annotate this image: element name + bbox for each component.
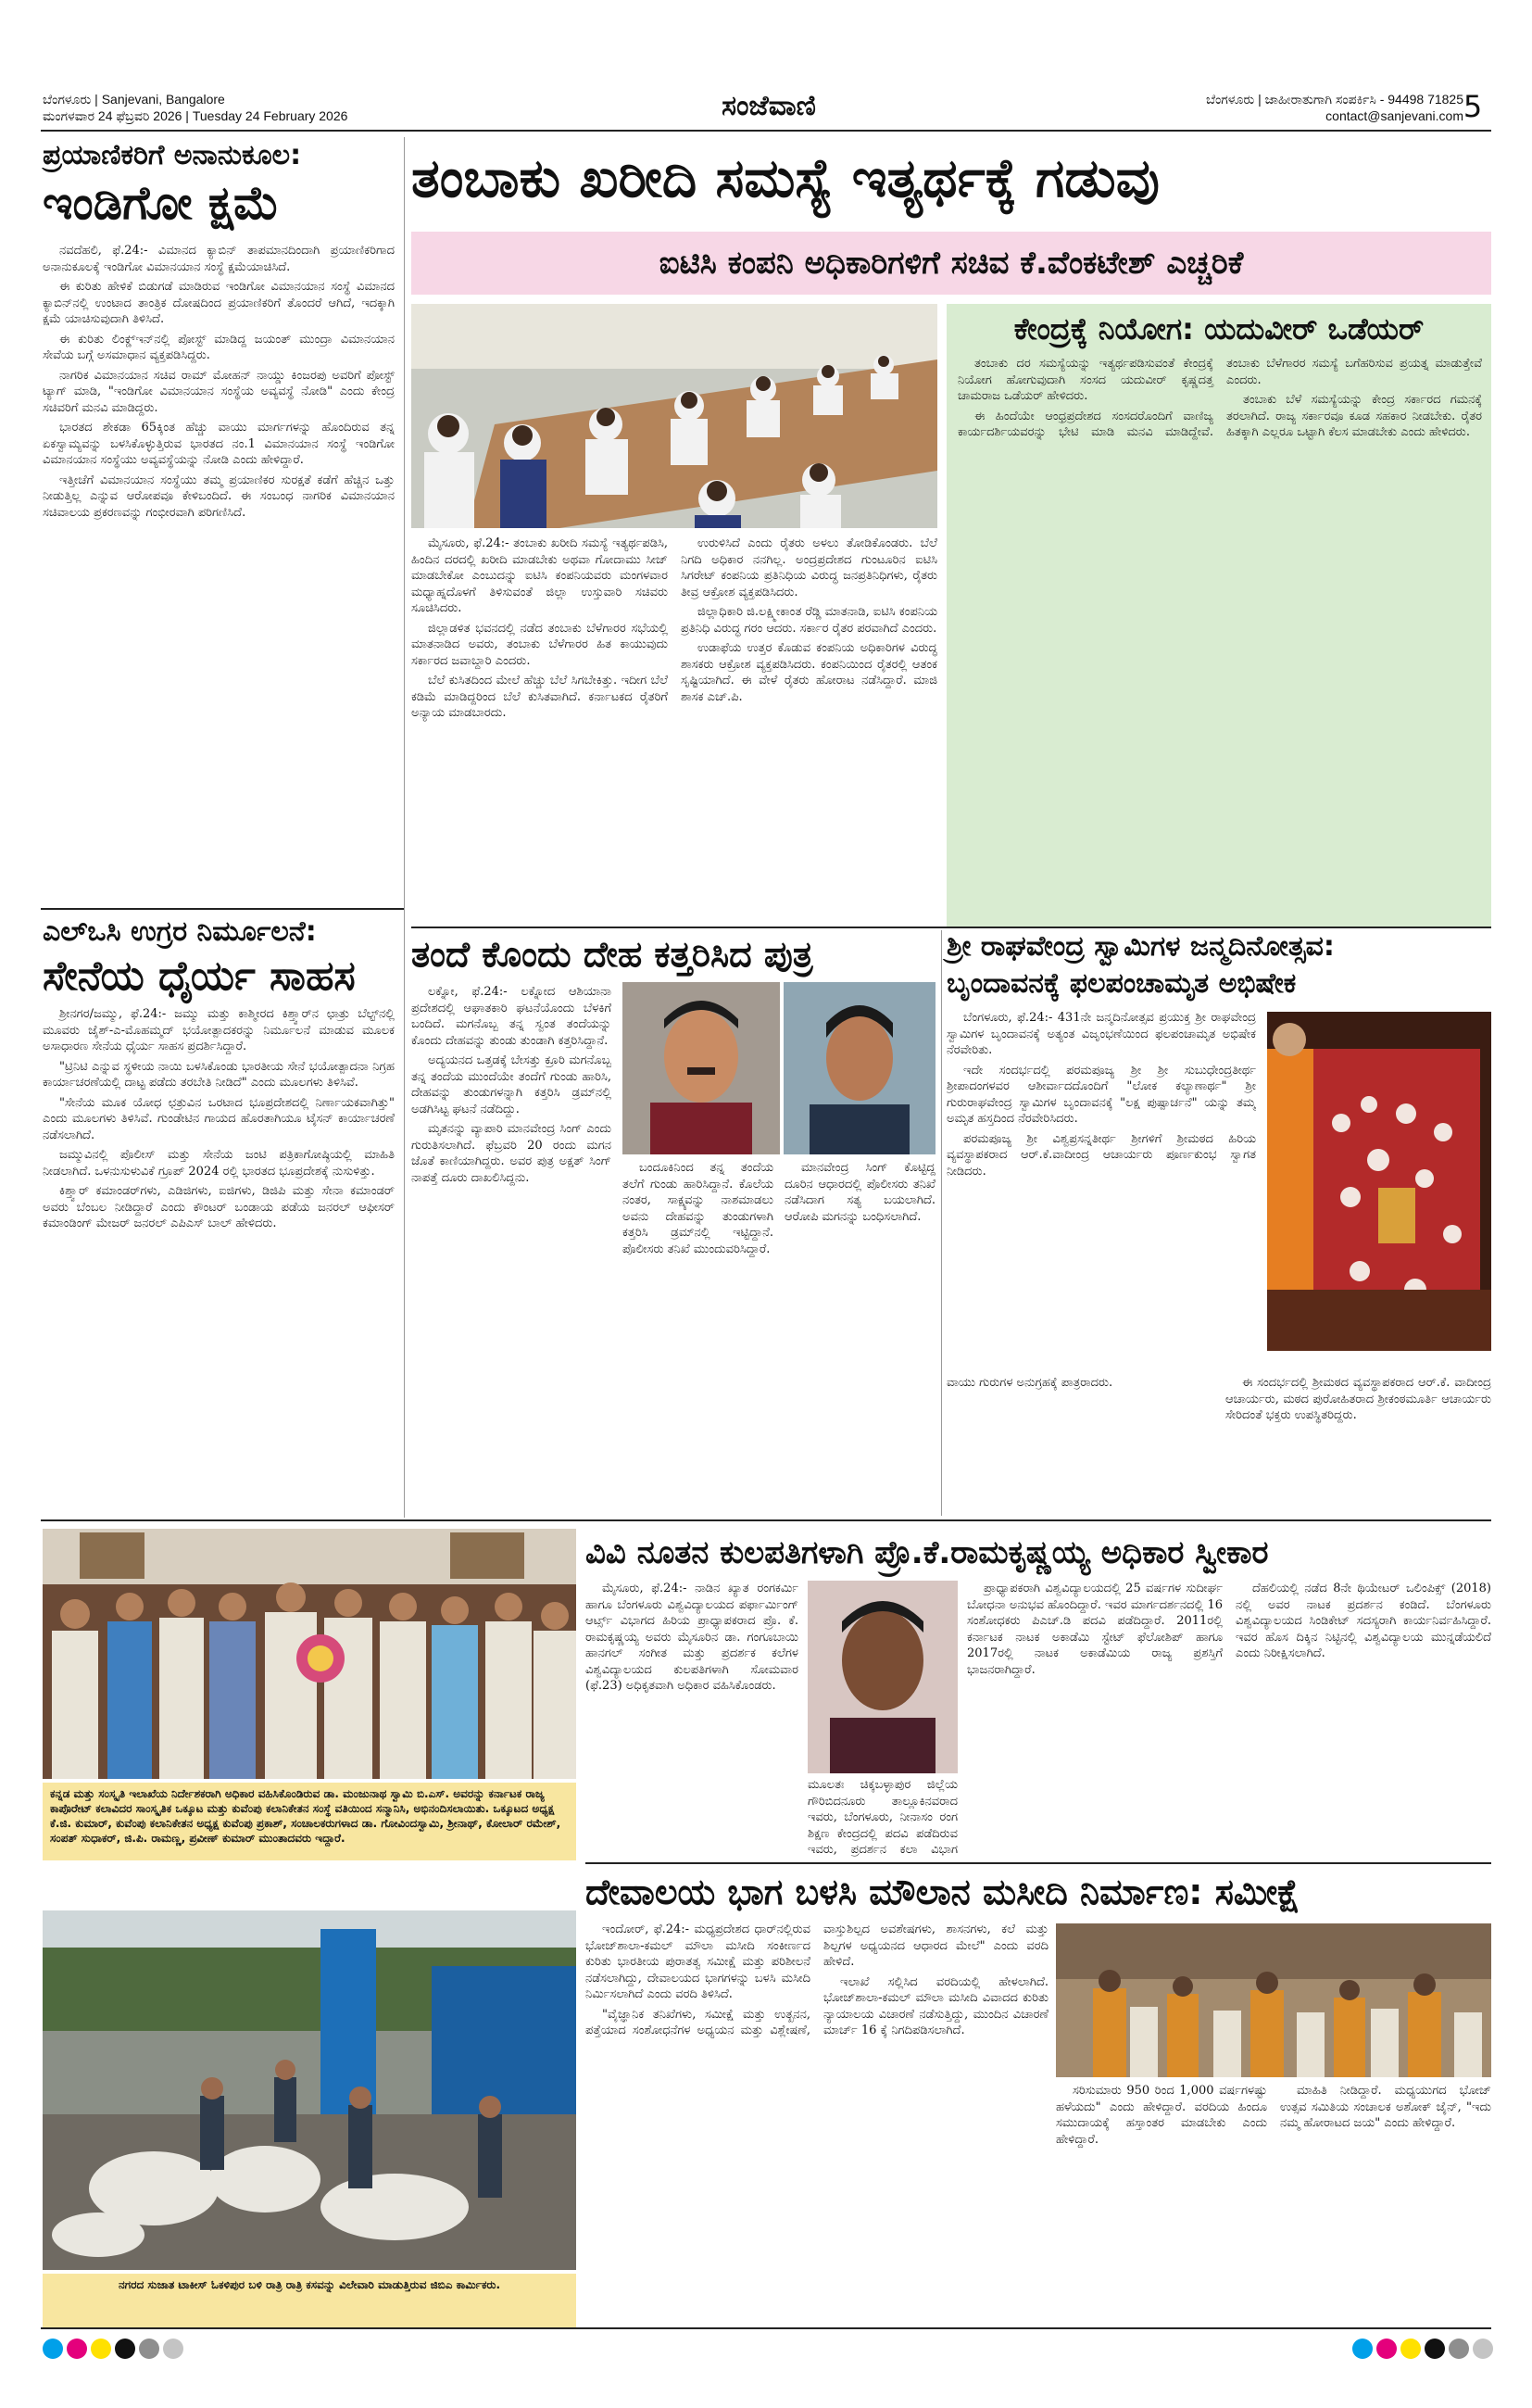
grey-swatch — [139, 2339, 159, 2359]
son-para: ಅದ್ಯಯನದ ಒತ್ತಡಕ್ಕೆ ಬೇಸತ್ತು ಕ್ರೂರಿ ಮಗನೊಬ್ಬ ತನ್ನ ತಂದೆಯ ಮುಂದೆಯೇ ತಂದೆಗೆ ಗುಂಡು ಹಾರಿಸಿ, ದೇಹವನ್ನು ತುಂಡುಗಳನ್ನಾಗಿ ಕತ್ತರಿಸಿ ಡ್ರಮ್‌ನಲ್ಲಿ ಅಡಗಿಸಿಟ್ಟ ಘಟನೆ ನಡೆದಿದ್ದು. — [411, 1053, 611, 1116]
page-number: 5 — [1463, 89, 1483, 124]
yaduveer-headline: ಕೇಂದ್ರಕ್ಕೆ ನಿಯೋಗ: ಯದುವೀರ್ ಒಡೆಯರ್ — [1013, 311, 1425, 347]
yellow-swatch — [91, 2339, 111, 2359]
vc-portrait — [808, 1581, 958, 1773]
son-para: ಬಂದೂಕಿನಿಂದ ತನ್ನ ತಂದೆಯ ತಲೆಗೆ ಗುಂಡು ಹಾರಿಸಿದ್ದಾನೆ. ಕೊಲೆಯ ನಂತರ, ಸಾಕ್ಷ್ಯವನ್ನು ನಾಶಮಾಡಲು ಅವನು ದೇಹವನ್ನು ತುಂಡುಗಳಾಗಿ ಕತ್ತರಿಸಿ ಡ್ರಮ್‌ನಲ್ಲಿ ಇಟ್ಟಿದ್ದಾನೆ. ಪೊಲೀಸರು ತನಿಖೆ ಮುಂದುವರಿಸಿದ್ದಾರೆ. — [622, 1161, 773, 1256]
lightgrey-swatch — [163, 2339, 183, 2359]
masthead-left — [43, 91, 469, 124]
masjid-body-col2 — [1056, 2083, 1491, 2326]
vc-body-col3 — [967, 1581, 1491, 1857]
loc-headline: ಸೇನೆಯ ಧೈರ್ಯ ಸಾಹಸ — [43, 952, 356, 1000]
raghavendra-headline-1: ಶ್ರೀ ರಾಘವೇಂದ್ರ ಸ್ವಾಮಿಗಳ ಜನ್ಮದಿನೋತ್ಸವ: — [947, 930, 1335, 963]
indigo-para: ನಾಗರಿಕ ವಿಮಾನಯಾನ ಸಚಿವ ರಾಮ್ ಮೋಹನ್ ನಾಯ್ಡು ಕಿಂಜರಪು ಅವರಿಗೆ ಪೋಸ್ಟ್ ಟ್ಯಾಗ್ ಮಾಡಿ, "ಇಂಡಿಗೋ ವಿಮಾನಯಾನ ಸಂಸ್ಥೆಯ ಅವ್ಯವಸ್ಥೆ ನೋಡಿ" ಎಂದು ಕೇಂದ್ರ ಸಚಿವರಿಗೆ ಮನವಿ ಮಾಡಿದ್ದರು. — [43, 368, 395, 415]
son-photo — [784, 982, 936, 1154]
meeting-photo — [411, 304, 937, 528]
tobacco-para: ಉಡಾಫೆಯ ಉತ್ತರ ಕೊಡುವ ಕಂಪನಿಯ ಅಧಿಕಾರಿಗಳ ವಿರುದ್ಧ ಶಾಸಕರು ಆಕ್ರೋಶ ವ್ಯಕ್ತಪಡಿಸಿದರು. ಕಂಪನಿಯಿಂದ ರೈತರಲ್ಲಿ ಆತಂಕ ಸೃಷ್ಟಿಯಾಗಿದೆ. ಈ ವೇಳೆ ರೈತರು ಹೋರಾಟ ನಡೆಸಿದ್ದಾರೆ. ಮಾಜಿ ಶಾಸಕ ಎಚ್.ಪಿ. — [681, 641, 937, 704]
vc-headline: ವಿವಿ ನೂತನ ಕುಲಪತಿಗಳಾಗಿ ಪ್ರೊ.ಕೆ.ರಾಮಕೃಷ್ಣಯ್ಯ ಅಧಿಕಾರ ಸ್ವೀಕಾರ — [585, 1534, 1269, 1571]
grey-swatch — [1449, 2339, 1469, 2359]
black-swatch — [1425, 2339, 1445, 2359]
brindavana-photo — [1267, 1012, 1491, 1351]
indigo-headline: ಇಂಡಿಗೋ ಕ್ಷಮೆ — [43, 176, 280, 230]
loc-para: ಜಮ್ಮುವಿನಲ್ಲಿ ಪೊಲೀಸ್ ಮತ್ತು ಸೇನೆಯ ಜಂಟಿ ಪತ್ರಿಕಾಗೋಷ್ಠಿಯಲ್ಲಿ ಮಾಹಿತಿ ನೀಡಲಾಗಿದೆ. ಒಳನುಸುಳುವಿಕೆ ಗ್ರೂಪ್ 2024 ರಲ್ಲಿ ಭಾರತದ ಭೂಪ್ರದೇಶಕ್ಕೆ ನುಸುಳಿತ್ತು. — [43, 1148, 395, 1179]
masjid-para: ಇಂದೋರ್, ಫೆ.24:- ಮಧ್ಯಪ್ರದೇಶದ ಧಾರ್‌ನಲ್ಲಿರುವ ಭೋಜ್‌ಶಾಲಾ-ಕಮಲ್ ಮೌಲಾ ಮಸೀದಿ ಸಂಕೀರ್ಣದ ಕುರಿತು ಭಾರತೀಯ ಪುರಾತತ್ವ ಸಮೀಕ್ಷೆ ಮತ್ತು ಪರಿಶೀಲನೆ ನಡೆಸಲಾಗಿದ್ದು, ದೇವಾಲಯದ ಭಾಗಗಳನ್ನು ಬಳಸಿ ಮಸೀದಿ ನಿರ್ಮಿಸಲಾಗಿದೆ ಎಂದು ವರದಿ ತಿಳಿಸಿದೆ. — [585, 1923, 810, 2001]
masjid-headline: ದೇವಾಲಯ ಭಾಗ ಬಳಸಿ ಮೌಲಾನ ಮಸೀದಿ ನಿರ್ಮಾಣ: ಸಮೀಕ್ಷೆ — [585, 1872, 1300, 1912]
lower-rule — [41, 1519, 1491, 1521]
lightgrey-swatch — [1473, 2339, 1493, 2359]
tobacco-body — [411, 536, 937, 925]
magenta-swatch — [1376, 2339, 1397, 2359]
loc-para: "ಸೇನೆಯ ಮೂಕ ಯೋಧ ಛತ್ರುವಿನ ಒರಟಾದ ಭೂಪ್ರದೇಶದಲ್ಲಿ ನಿರ್ಣಾಯಕವಾಗಿತ್ತು" ಎಂದು ಮೂಲಗಳು ತಿಳಿಸಿವೆ. ಗುಂಡೇಟಿನ ಗಾಯದ ಹೊರತಾಗಿಯೂ ಟೈಸನ್ ಕಾರ್ಯಾಚರಣೆ ನಡೆಸಲಾಗಿದೆ. — [43, 1095, 395, 1142]
masthead-contact: ಬೆಂಗಳೂರು | ಜಾಹೀರಾತುಗಾಗಿ ಸಂಪರ್ಕಿಸಿ - 94498 71825 — [1205, 92, 1463, 107]
loc-para: "ಟ್ರಿನಿಟಿ ಎನ್ನುವ ಸ್ಥಳೀಯ ನಾಯಿ ಬಳಸಿಕೊಂಡು ಭಾರತೀಯ ಸೇನೆ ಭಯೋತ್ಪಾದನಾ ನಿಗ್ರಹ ಕಾರ್ಯಾಚರಣೆಯಲ್ಲಿ ದಾಟ್ಟ ಪಡೆದು ತರಬೇತಿ ನೀಡಿದೆ" ಎಂದು ಮೂಲಗಳು ತಿಳಿಸಿವೆ. — [43, 1059, 395, 1090]
masthead-email: contact@sanjevani.com — [1325, 108, 1463, 123]
yellow-swatch — [1400, 2339, 1421, 2359]
masthead-right — [1093, 91, 1463, 124]
vc-body-col1 — [585, 1581, 798, 1859]
son-body-col1 — [411, 984, 611, 1516]
col-divider-left — [404, 137, 405, 1518]
masthead-logo: ಸಂಜೆವಾಣಿ — [722, 90, 816, 122]
raghavendra-body-col1 — [947, 1010, 1256, 1369]
loc-top-rule — [41, 908, 404, 910]
temple-crowd-photo-art — [1056, 1923, 1491, 2077]
masjid-para: ಸರಿಸುಮಾರು 950 ರಿಂದ 1,000 ವರ್ಷಗಳಷ್ಟು ಹಳೆಯದು" ಎಂದು ಹೇಳಿದ್ದಾರೆ. ವರದಿಯ ಹಿಂದೂ ಸಮುದಾಯಕ್ಕೆ ಹಸ್ತಾಂತರ ಮಾಡಬೇಕು ಎಂದು ಹೇಳಿದ್ದಾರೆ. — [1056, 2084, 1267, 2147]
garbage-photo-art — [43, 1910, 576, 2270]
raghavendra-headline-2: ಬೃಂದಾವನಕ್ಕೆ ಫಲಪಂಚಾಮೃತ ಅಭಿಷೇಕ — [947, 967, 1297, 1000]
son-photo-art — [784, 982, 936, 1154]
raghavendra-para: ಈ ಸಂದರ್ಭದಲ್ಲಿ ಶ್ರೀಮಠದ ವ್ಯವಸ್ಥಾಪಕರಾದ ಆರ್.ಕೆ. ವಾದೀಂದ್ರ ಆಚಾರ್ಯರು, ಮಠದ ಪುರೋಹಿತರಾದ ಶ್ರೀಕಂಠಮೂರ್ತಿ ಆಚಾರ್ಯರು ಸೇರಿದಂತೆ ಭಕ್ತರು ಉಪಸ್ಥಿತರಿದ್ದರು. — [1225, 1376, 1491, 1422]
son-para: ಮೃತನನ್ನು ವ್ಯಾಪಾರಿ ಮಾನವೇಂದ್ರ ಸಿಂಗ್ ಎಂದು ಗುರುತಿಸಲಾಗಿದೆ. ಫೆಬ್ರವರಿ 20 ರಂದು ಮಗನ ಜೊತೆ ಕಾಣಿಯಾಗಿದ್ದರು. ಅವರ ಪುತ್ರ ಅಕ್ಷತ್ ಸಿಂಗ್ ನಾಪತ್ತೆ ದೂರು ದಾಖಲಿಸಿದ್ದನು. — [411, 1122, 611, 1185]
masthead-location: ಬೆಂಗಳೂರು | Sanjevani, Bangalore — [43, 92, 225, 107]
yaduveer-para: ತಂಬಾಕು ದರ ಸಮಸ್ಯೆಯನ್ನು ಇತ್ಯರ್ಥಪಡಿಸುವಂತೆ ಕೇಂದ್ರಕ್ಕೆ ನಿಯೋಗ ಹೋಗುವುದಾಗಿ ಸಂಸದ ಯದುವೀರ್ ಕೃಷ್ಣದತ್ತ ಚಾಮರಾಜ ಒಡೆಯರ್ ಹೇಳಿದರು. — [958, 357, 1213, 403]
son-para: ಮಾನವೇಂದ್ರ ಸಿಂಗ್ ಕೊಟ್ಟಿದ್ದ ದೂರಿನ ಆಧಾರದಲ್ಲಿ ಪೊಲೀಸರು ತನಿಖೆ ನಡೆಸಿದಾಗ ಸತ್ಯ ಬಯಲಾಗಿದೆ. ಆರೋಪಿ ಮಗನನ್ನು ಬಂಧಿಸಲಾಗಿದೆ. — [785, 1161, 936, 1224]
yaduveer-para: ತಂಬಾಕು ಬೆಳೆ ಸಮಸ್ಯೆಯನ್ನು ಕೇಂದ್ರ ಸರ್ಕಾರದ ಗಮನಕ್ಕೆ ತರಲಾಗಿದೆ. ರಾಜ್ಯ ಸರ್ಕಾರವೂ ಕೂಡ ಸಹಕಾರ ನೀಡಬೇಕು. ರೈತರ ಹಿತಕ್ಕಾಗಿ ಎಲ್ಲರೂ ಒಟ್ಟಾಗಿ ಕೆಲಸ ಮಾಡಬೇಕು ಎಂದು ಹೇಳಿದರು. — [1226, 393, 1482, 439]
raghavendra-photo-caption: ವಾಯು ಗುರುಗಳ ಅನುಗ್ರಹಕ್ಕೆ ಪಾತ್ರರಾದರು. — [947, 1376, 1113, 1390]
father-photo-art — [622, 982, 780, 1154]
indigo-para: ಇತ್ತೀಚೆಗೆ ವಿಮಾನಯಾನ ಸಂಸ್ಥೆಯು ತಮ್ಮ ಪ್ರಯಾಣಿಕರ ಸುರಕ್ಷತೆ ಕಡೆಗೆ ಹೆಚ್ಚಿನ ಒತ್ತು ನೀಡುತ್ತಿಲ್ಲ ಎನ್ನುವ ಆರೋಪವೂ ಕೇಳಿಬಂದಿದೆ. ಈ ಸಂಬಂಧ ನಾಗರಿಕ ವಿಮಾನಯಾನ ಸಚಿವಾಲಯ ಪ್ರಕರಣವನ್ನು ಗಂಭೀರವಾಗಿ ಪರಿಗಣಿಸಿದೆ. — [43, 473, 395, 520]
son-body-col2 — [622, 1160, 936, 1516]
cyan-swatch — [43, 2339, 63, 2359]
tobacco-para: ಜಿಲ್ಲಾಡಳಿತ ಭವನದಲ್ಲಿ ನಡೆದ ತಂಬಾಕು ಬೆಳೆಗಾರರ ಸಭೆಯಲ್ಲಿ ಮಾತನಾಡಿದ ಅವರು, ತಂಬಾಕು ಬೆಳೆಗಾರರ ಹಿತ ಕಾಯುವುದು ಸರ್ಕಾರದ ಜವಾಬ್ದಾರಿ ಎಂದರು. — [411, 621, 668, 668]
garbage-photo — [43, 1910, 576, 2270]
masthead-date: ಮಂಗಳವಾರ 24 ಫೆಬ್ರವರಿ 2026 | Tuesday 24 February 2026 — [43, 108, 348, 123]
raghavendra-body-col2 — [947, 1375, 1491, 1516]
tobacco-para: ಮೈಸೂರು, ಫೆ.24:- ತಂಬಾಕು ಖರೀದಿ ಸಮಸ್ಯೆ ಇತ್ಯರ್ಥಪಡಿಸಿ, ಹಿಂದಿನ ದರದಲ್ಲಿ ಖರೀದಿ ಮಾಡಬೇಕು ಅಥವಾ ಗೋದಾಮು ಸೀಜ್ ಮಾಡಬೇಕೋ ಎಂಬುದನ್ನು ಐಟಿಸಿ ಕಂಪನಿಯವರು ಮಂಗಳವಾರ ಮಧ್ಯಾಹ್ನದೊಳಗೆ ತಿಳಿಸುವಂತೆ ಜಿಲ್ಲಾ ಉಸ್ತುವಾರಿ ಸಚಿವರು ಸೂಚಿಸಿದರು. — [411, 536, 668, 615]
masthead-rule — [41, 130, 1491, 132]
loc-body — [43, 1006, 395, 1514]
cyan-swatch — [1352, 2339, 1373, 2359]
vc-para: ಪ್ರಾಧ್ಯಾಪಕರಾಗಿ ವಿಶ್ವವಿದ್ಯಾಲಯದಲ್ಲಿ 25 ವರ್ಷಗಳ ಸುದೀರ್ಘ ಬೋಧನಾ ಅನುಭವ ಹೊಂದಿದ್ದಾರೆ. ಇವರ ಮಾರ್ಗದರ್ಶನದಲ್ಲಿ 16 ಸಂಶೋಧಕರು ಪಿಎಚ್.ಡಿ ಪದವಿ ಪಡೆದಿದ್ದಾರೆ. 2011ರಲ್ಲಿ ಕರ್ನಾಟಕ ನಾಟಕ ಅಕಾಡೆಮಿ ಸ್ಟೇಟ್ ಫೆಲೋಶಿಪ್ ಹಾಗೂ 2017ರಲ್ಲಿ ನಾಟಕ ಅಕಾಡೆಮಿಯ ರಾಜ್ಯ ಪ್ರಶಸ್ತಿಗೆ ಭಾಜನರಾಗಿದ್ದಾರೆ. — [967, 1582, 1223, 1677]
brindavana-photo-art — [1267, 1012, 1491, 1351]
tobacco-para: ಬೆಲೆ ಕುಸಿತದಿಂದ ಮೇಲೆ ಹೆಚ್ಚು ಬೆಲೆ ಸಿಗಬೇಕಿತ್ತು. ಇದೀಗ ಬೆಲೆ ಕಡಿಮೆ ಮಾಡಿದ್ದರಿಂದ ಬೆಲೆ ಕುಸಿತವಾಗಿದೆ. ಕರ್ನಾಟಕದ ರೈತರಿಗೆ ಅನ್ಯಾಯ ಮಾಡಬಾರದು. — [411, 674, 668, 720]
felicitation-photo — [43, 1529, 576, 1779]
vc-para: ಮೈಸೂರು, ಫೆ.24:- ನಾಡಿನ ಖ್ಯಾತ ರಂಗಕರ್ಮಿ ಹಾಗೂ ಬೆಂಗಳೂರು ವಿಶ್ವವಿದ್ಯಾಲಯದ ಪರ್ಫಾರ್ಮಿಂಗ್ ಆರ್ಟ್ಸ್ ವಿಭಾಗದ ಹಿರಿಯ ಪ್ರಾಧ್ಯಾಪಕರಾದ ಪ್ರೊ. ಕೆ. ರಾಮಕೃಷ್ಣಯ್ಯ ಅವರು ಮೈಸೂರಿನ ಡಾ. ಗಂಗೂಬಾಯಿ ಹಾನಗಲ್ ಸಂಗೀತ ಮತ್ತು ಪ್ರದರ್ಶಕ ಕಲೆಗಳ ವಿಶ್ವವಿದ್ಯಾಲಯದ ಕುಲಪತಿಗಳಾಗಿ ಸೋಮವಾರ (ಫೆ.23) ಅಧಿಕೃತವಾಗಿ ಅಧಿಕಾರ ವಹಿಸಿಕೊಂಡರು. — [585, 1582, 798, 1693]
father-photo — [622, 982, 780, 1154]
indigo-body — [43, 243, 395, 902]
felicitation-caption: ಕನ್ನಡ ಮತ್ತು ಸಂಸ್ಕೃತಿ ಇಲಾಖೆಯ ನಿರ್ದೇಶಕರಾಗಿ ಅಧಿಕಾರ ವಹಿಸಿಕೊಂಡಿರುವ ಡಾ. ಮಂಜುನಾಥ ಸ್ವಾಮಿ ಬಿ.ಎಸ್. ಅವರನ್ನು ಕರ್ನಾಟಕ ರಾಜ್ಯ ಕಾಪೊರೇಟ್ ಕಲಾವಿದರ ಸಾಂಸ್ಕೃತಿಕ ಒಕ್ಕೂಟ ಮತ್ತು ಕುವೆಂಪು ಕಲಾನಿಕೇತನ ಸಂಸ್ಥೆ ವತಿಯಿಂದ ಸನ್ಮಾನಿಸಿ, ಅಭಿನಂದಿಸಲಾಯಿತು. ಒಕ್ಕೂಟದ ಅಧ್ಯಕ್ಷ ಕೆ.ಜಿ. ಕುಮಾರ್, ಕುವೆಂಪು ಕಲಾನಿಕೇತನ ಅಧ್ಯಕ್ಷ ಕುವೆಂಪು ಪ್ರಕಾಶ್, ಸಂಚಾಲಕರುಗಳಾದ ಡಾ. ಗೋವಿಂದಸ್ವಾಮಿ, ಶ್ರೀನಾಥ್, ಕೋಲಾರ್ ರಮೇಶ್, ಸಂಪತ್ ಸುಧಾಕರ್, ಜಿ.ಪಿ. ರಾಮಣ್ಣ, ಪ್ರವೀಣ್ ಕುಮಾರ್ ಮುಂತಾದವರು ಇದ್ದಾರೆ. — [43, 1783, 576, 1860]
temple-crowd-photo — [1056, 1923, 1491, 2077]
loc-para: ಕಿಶ್ತ್ವಾರ್ ಕಮಾಂಡರ್‌ಗಳು, ಎಡಿಜಿಗಳು, ಐಜಿಗಳು, ಡಿಜಿಪಿ ಮತ್ತು ಸೇನಾ ಕಮಾಂಡರ್ ಅವರು ಬೆಂಬಲ ನೀಡಿದ್ದಾರೆ ಎಂದು ಕೌಂಟರ್ ಬಂಡಾಯ ಪಡೆಯ ಜನರಲ್ ಆಫೀಸರ್ ಕಮಾಂಡಿಂಗ್ ಮೇಜರ್ ಜನರಲ್ ಎಪಿಎಸ್ ಬಾಲ್ ಹೇಳಿದರು. — [43, 1184, 395, 1230]
col-divider-mid — [941, 930, 942, 1516]
tobacco-para: ಜಿಲ್ಲಾಧಿಕಾರಿ ಜಿ.ಲಕ್ಷ್ಮೀಕಾಂತ ರೆಡ್ಡಿ ಮಾತನಾಡಿ, ಐಟಿಸಿ ಕಂಪನಿಯ ಪ್ರತಿನಿಧಿ ವಿರುದ್ಧ ಗರಂ ಆದರು. ಸರ್ಕಾರ ರೈತರ ಪರವಾಗಿದೆ ಎಂದರು. — [681, 605, 937, 636]
indigo-para: ನವದೆಹಲಿ, ಫೆ.24:- ವಿಮಾನದ ಕ್ಯಾಬಿನ್ ತಾಪಮಾನದಿಂದಾಗಿ ಪ್ರಯಾಣಿಕರಿಗಾದ ಅನಾನುಕೂಲಕ್ಕೆ ಇಂಡಿಗೋ ವಿಮಾನಯಾನ ಸಂಸ್ಥೆ ಕ್ಷಮೆಯಾಚಿಸಿದೆ. — [43, 244, 395, 274]
meeting-photo-art — [411, 304, 937, 528]
masjid-para: ಇಲಾಖೆ ಸಲ್ಲಿಸಿದ ವರದಿಯಲ್ಲಿ ಹೇಳಲಾಗಿದೆ. ಭೋಜ್‌ಶಾಲಾ-ಕಮಲ್ ಮೌಲಾ ಮಸೀದಿ ವಿವಾದದ ಕುರಿತು ನ್ಯಾಯಾಲಯ ವಿಚಾರಣೆ ನಡೆಸುತ್ತಿದ್ದು, ಮುಂದಿನ ವಿಚಾರಣೆ ಮಾರ್ಚ್ 16 ಕ್ಕೆ ನಿಗದಿಪಡಿಸಲಾಗಿದೆ. — [823, 1974, 1049, 2037]
garbage-caption: ನಗರದ ಸುಜಾತ ಟಾಕೀಸ್ ಓಕಳಿಪುರ ಬಳಿ ರಾತ್ರಿ ರಾತ್ರಿ ಕಸವನ್ನು ವಿಲೇವಾರಿ ಮಾಡುತ್ತಿರುವ ಜಿಬಿಎ ಕಾರ್ಮಿಕರು. — [43, 2274, 576, 2327]
son-headline: ತಂದೆ ಕೊಂದು ದೇಹ ಕತ್ತರಿಸಿದ ಪುತ್ರ — [411, 934, 813, 975]
vc-body-col2 — [808, 1777, 958, 1857]
color-bar-left — [43, 2339, 209, 2366]
yaduveer-body — [958, 356, 1482, 919]
indigo-para: ಈ ಕುರಿತು ಹೇಳಿಕೆ ಬಿಡುಗಡೆ ಮಾಡಿರುವ ಇಂಡಿಗೋ ವಿಮಾನಯಾನ ಸಂಸ್ಥೆ ವಿಮಾನದ ಕ್ಯಾಬಿನ್‌ನಲ್ಲಿ ಉಂಟಾದ ತಾಂತ್ರಿಕ ದೋಷದಿಂದ ಪ್ರಯಾಣಿಕರಿಗೆ ತೊಂದರೆ ಆಗಿದೆ, ಇದಕ್ಕಾಗಿ ಕ್ಷಮೆ ಯಾಚಿಸುವುದಾಗಿ ತಿಳಿಸಿದೆ. — [43, 280, 395, 326]
raghavendra-para: ಪರಮಪೂಜ್ಯ ಶ್ರೀ ವಿಶ್ವಪ್ರಸನ್ನತೀರ್ಥ ಶ್ರೀಗಳಿಗೆ ಶ್ರೀಮಠದ ಹಿರಿಯ ವ್ಯವಸ್ಥಾಪಕರಾದ ಆರ್.ಕೆ.ವಾದೀಂದ್ರ ಆಚಾರ್ಯರು ಪೂರ್ಣಕುಂಭ ಸ್ವಾಗತ ನೀಡಿದರು. — [947, 1131, 1256, 1179]
magenta-swatch — [67, 2339, 87, 2359]
masjid-para: ಮಾಹಿತಿ ನೀಡಿದ್ದಾರೆ. ಮಧ್ಯಯುಗದ ಭೋಜ್ ಉತ್ಸವ ಸಮಿತಿಯ ಸಂಚಾಲಕ ಅಶೋಕ್ ಜೈನ್, "ಇದು ನಮ್ಮ ಹೋರಾಟದ ಜಯ" ಎಂದು ಹೇಳಿದ್ದಾರೆ. — [1280, 2084, 1491, 2130]
loc-para: ಶ್ರೀನಗರ/ಜಮ್ಮು, ಫೆ.24:- ಜಮ್ಮು ಮತ್ತು ಕಾಶ್ಮೀರದ ಕಿಶ್ತ್ವಾರ್‌ನ ಛಾತ್ರು ಬೆಲ್ಟ್‌ನಲ್ಲಿ ಮೂವರು ಜೈಶ್-ಎ-ಮೊಹಮ್ಮದ್ ಭಯೋತ್ಪಾದಕರನ್ನು ನಿರ್ಮೂಲನೆ ಮಾಡುವ ಮೂಲಕ ಅಸಾಧಾರಣ ಸೇನೆಯ ಧೈರ್ಯ ಸಾಹಸ ಪ್ರದರ್ಶಿಸಿದ್ದಾರೆ. — [43, 1007, 395, 1053]
vc-para: ದೆಹಲಿಯಲ್ಲಿ ನಡೆದ 8ನೇ ಥಿಯೇಟರ್ ಒಲಿಂಪಿಕ್ಸ್ (2018) ನಲ್ಲಿ ಅವರ ನಾಟಕ ಪ್ರದರ್ಶನ ಕಂಡಿದೆ. ಬೆಂಗಳೂರು ವಿಶ್ವವಿದ್ಯಾಲಯದ ಸಿಂಡಿಕೇಟ್ ಸದಸ್ಯರಾಗಿ ಕಾರ್ಯನಿರ್ವಹಿಸಿದ್ದಾರೆ. ಇವರ ಹೊಸ ದಿಕ್ಕಿನ ನಿಟ್ಟಿನಲ್ಲಿ ವಿಶ್ವವಿದ್ಯಾಲಯ ಮುನ್ನಡೆಯಲಿದೆ ಎಂದು ನಿರೀಕ್ಷಿಸಲಾಗಿದೆ. — [1236, 1582, 1491, 1660]
indigo-kicker: ಪ್ರಯಾಣಿಕರಿಗೆ ಅನಾನುಕೂಲ: — [43, 139, 302, 171]
felicitation-photo-art — [43, 1529, 576, 1779]
raghavendra-para: ಬೆಂಗಳೂರು, ಫೆ.24:- 431ನೇ ಜನ್ಮದಿನೋತ್ಸವ ಪ್ರಯುಕ್ತ ಶ್ರೀ ರಾಘವೇಂದ್ರ ಸ್ವಾಮಿಗಳ ಬೃಂದಾವನಕ್ಕೆ ಅತ್ಯಂತ ವಿಜೃಂಭಣೆಯಿಂದ ಫಲಪಂಚಾಮೃತ ಅಭಿಷೇಕ ನೆರವೇರಿತು. — [947, 1011, 1256, 1057]
vc-portrait-art — [808, 1581, 958, 1773]
tobacco-para: ಉರುಳಿಸಿದೆ ಎಂದು ರೈತರು ಅಳಲು ತೋಡಿಕೊಂಡರು. ಬೆಲೆ ನಿಗದಿ ಅಧಿಕಾರ ನನಗಿಲ್ಲ. ಅಂದ್ರಪ್ರದೇಶದ ಗುಂಟೂರಿನ ಐಟಿಸಿ ಸಿಗರೇಟ್ ಕಂಪನಿಯ ಪ್ರತಿನಿಧಿಯ ವಿರುದ್ಧ ಜನಪ್ರತಿನಿಧಿಗಳು, ರೈತರು ತೀವ್ರ ಆಕ್ರೋಶ ವ್ಯಕ್ತಪಡಿಸಿದರು. — [681, 536, 937, 599]
vc-para: ಮೂಲತಃ ಚಿಕ್ಕಬಳ್ಳಾಪುರ ಜಿಲ್ಲೆಯ ಗೌರಿಬಿದನೂರು ತಾಲ್ಲೂಕಿನವರಾದ ಇವರು, ಬೆಂಗಳೂರು, ನೀನಾಸಂ ರಂಗ ಶಿಕ್ಷಣ ಕೇಂದ್ರದಲ್ಲಿ ಪದವಿ ಪಡೆದಿರುವ ಇವರು, ಪ್ರದರ್ಶನ ಕಲಾ ವಿಭಾಗ — [808, 1778, 958, 1857]
color-bar-right — [1352, 2339, 1519, 2366]
son-para: ಲಕ್ನೋ, ಫೆ.24:- ಲಕ್ನೋದ ಆಶಿಯಾನಾ ಪ್ರದೇಶದಲ್ಲಿ ಆಘಾತಕಾರಿ ಘಟನೆಯೊಂದು ಬೆಳಕಿಗೆ ಬಂದಿದೆ. ಮಗನೊಬ್ಬ ತನ್ನ ಸ್ವಂತ ತಂದೆಯನ್ನು ಕೊಂದು ದೇಹವನ್ನು ತುಂಡು ತುಂಡಾಗಿ ಕತ್ತರಿಸಿದ್ದಾನೆ. — [411, 985, 611, 1048]
footer-rule — [41, 2327, 1491, 2329]
indigo-para: ಈ ಕುರಿತು ಲಿಂಕ್ಡ್‌ಇನ್‌ನಲ್ಲಿ ಪೋಸ್ಟ್ ಮಾಡಿದ್ದ ಜಯಂತ್ ಮುಂದ್ರಾ ವಿಮಾನಯಾನ ಸೇವೆಯ ಬಗ್ಗೆ ಅಸಮಾಧಾನ ವ್ಯಕ್ತಪಡಿಸಿದ್ದರು. — [43, 332, 395, 362]
masjid-para: "ವೈಜ್ಞಾನಿಕ ತನಿಖೆಗಳು, ಸಮೀಕ್ಷೆ ಮತ್ತು ಉತ್ಖನನ, ಪತ್ತೆಯಾದ ಸಂಶೋಧನೆಗಳ ಅಧ್ಯಯನ ಮತ್ತು ವಿಶ್ಲೇಷಣೆ, ವಾಸ್ತುಶಿಲ್ಪದ ಅವಶೇಷಗಳು, ಶಾಸನಗಳು, ಕಲೆ ಮತ್ತು ಶಿಲ್ಪಗಳ ಅಧ್ಯಯನದ ಆಧಾರದ ಮೇಲೆ" ಎಂದು ವರದಿ ಹೇಳಿದೆ. — [585, 1923, 1049, 2037]
indigo-para: ಭಾರತದ ಶೇಕಡಾ 65ಕ್ಕಿಂತ ಹೆಚ್ಚು ವಾಯು ಮಾರ್ಗಗಳನ್ನು ಹೊಂದಿರುವ ತನ್ನ ಏಕಸ್ವಾಮ್ಯವನ್ನು ಬಳಸಿಕೊಳ್ಳುತ್ತಿರುವ ಭಾರತದ ನಂ.1 ವಿಮಾನಯಾನ ಸಂಸ್ಥೆ ಇಂಡಿಗೋ ವಿಮಾನಯಾನ ಸಂಸ್ಥೆಯು ಅವ್ಯವಸ್ಥೆಯನ್ನು ನೋಡಿ ಎಂದು ಹೇಳಿದ್ದಾರೆ. — [43, 421, 395, 467]
raghavendra-para: ಇದೇ ಸಂದರ್ಭದಲ್ಲಿ ಪರಮಪೂಜ್ಯ ಶ್ರೀ ಶ್ರೀ ಸುಬುಧೇಂದ್ರತೀರ್ಥ ಶ್ರೀಪಾದಂಗಳವರ ಆಶೀರ್ವಾದದೊಂದಿಗೆ "ಲೋಕ ಕಲ್ಯಾಣಾರ್ಥ" ಶ್ರೀ ಗುರುರಾಘವೇಂದ್ರ ಸ್ವಾಮಿಗಳ ಬೃಂದಾವನಕ್ಕೆ "ಲಕ್ಷ ಪುಷ್ಪಾರ್ಚನೆ" ಯನ್ನು ತಮ್ಮ ಅಮೃತ ಹಸ್ತದಿಂದ ನೆರವೇರಿಸಿದರು. — [947, 1063, 1256, 1126]
tobacco-subhead: ಐಟಿಸಿ ಕಂಪನಿ ಅಧಿಕಾರಿಗಳಿಗೆ ಸಚಿವ ಕೆ.ವೆಂಕಟೇಶ್ ಎಚ್ಚರಿಕೆ — [659, 245, 1244, 282]
yaduveer-para: ಈ ಹಿಂದೆಯೇ ಆಂಧ್ರಪ್ರದೇಶದ ಸಂಸದರೊಂದಿಗೆ ವಾಣಿಜ್ಯ ಕಾರ್ಯದರ್ಶಿಯವರನ್ನು ಭೇಟಿ ಮಾಡಿ ಮನವಿ ಮಾಡಿದ್ದೇವೆ. ತಂಬಾಕು ಬೆಳೆಗಾರರ ಸಮಸ್ಯೆ ಬಗೆಹರಿಸುವ ಪ್ರಯತ್ನ ಮಾಡುತ್ತೇವೆ ಎಂದರು. — [958, 357, 1482, 439]
loc-kicker: ಎಲ್‌ಒಸಿ ಉಗ್ರರ ನಿರ್ಮೂಲನೆ: — [43, 915, 317, 948]
masjid-body-col1 — [585, 1922, 1049, 2324]
tobacco-headline: ತಂಬಾಕು ಖರೀದಿ ಸಮಸ್ಯೆ ಇತ್ಯರ್ಥಕ್ಕೆ ಗಡುವು — [411, 146, 1160, 209]
vc-bottom-rule — [585, 1862, 1491, 1864]
black-swatch — [115, 2339, 135, 2359]
